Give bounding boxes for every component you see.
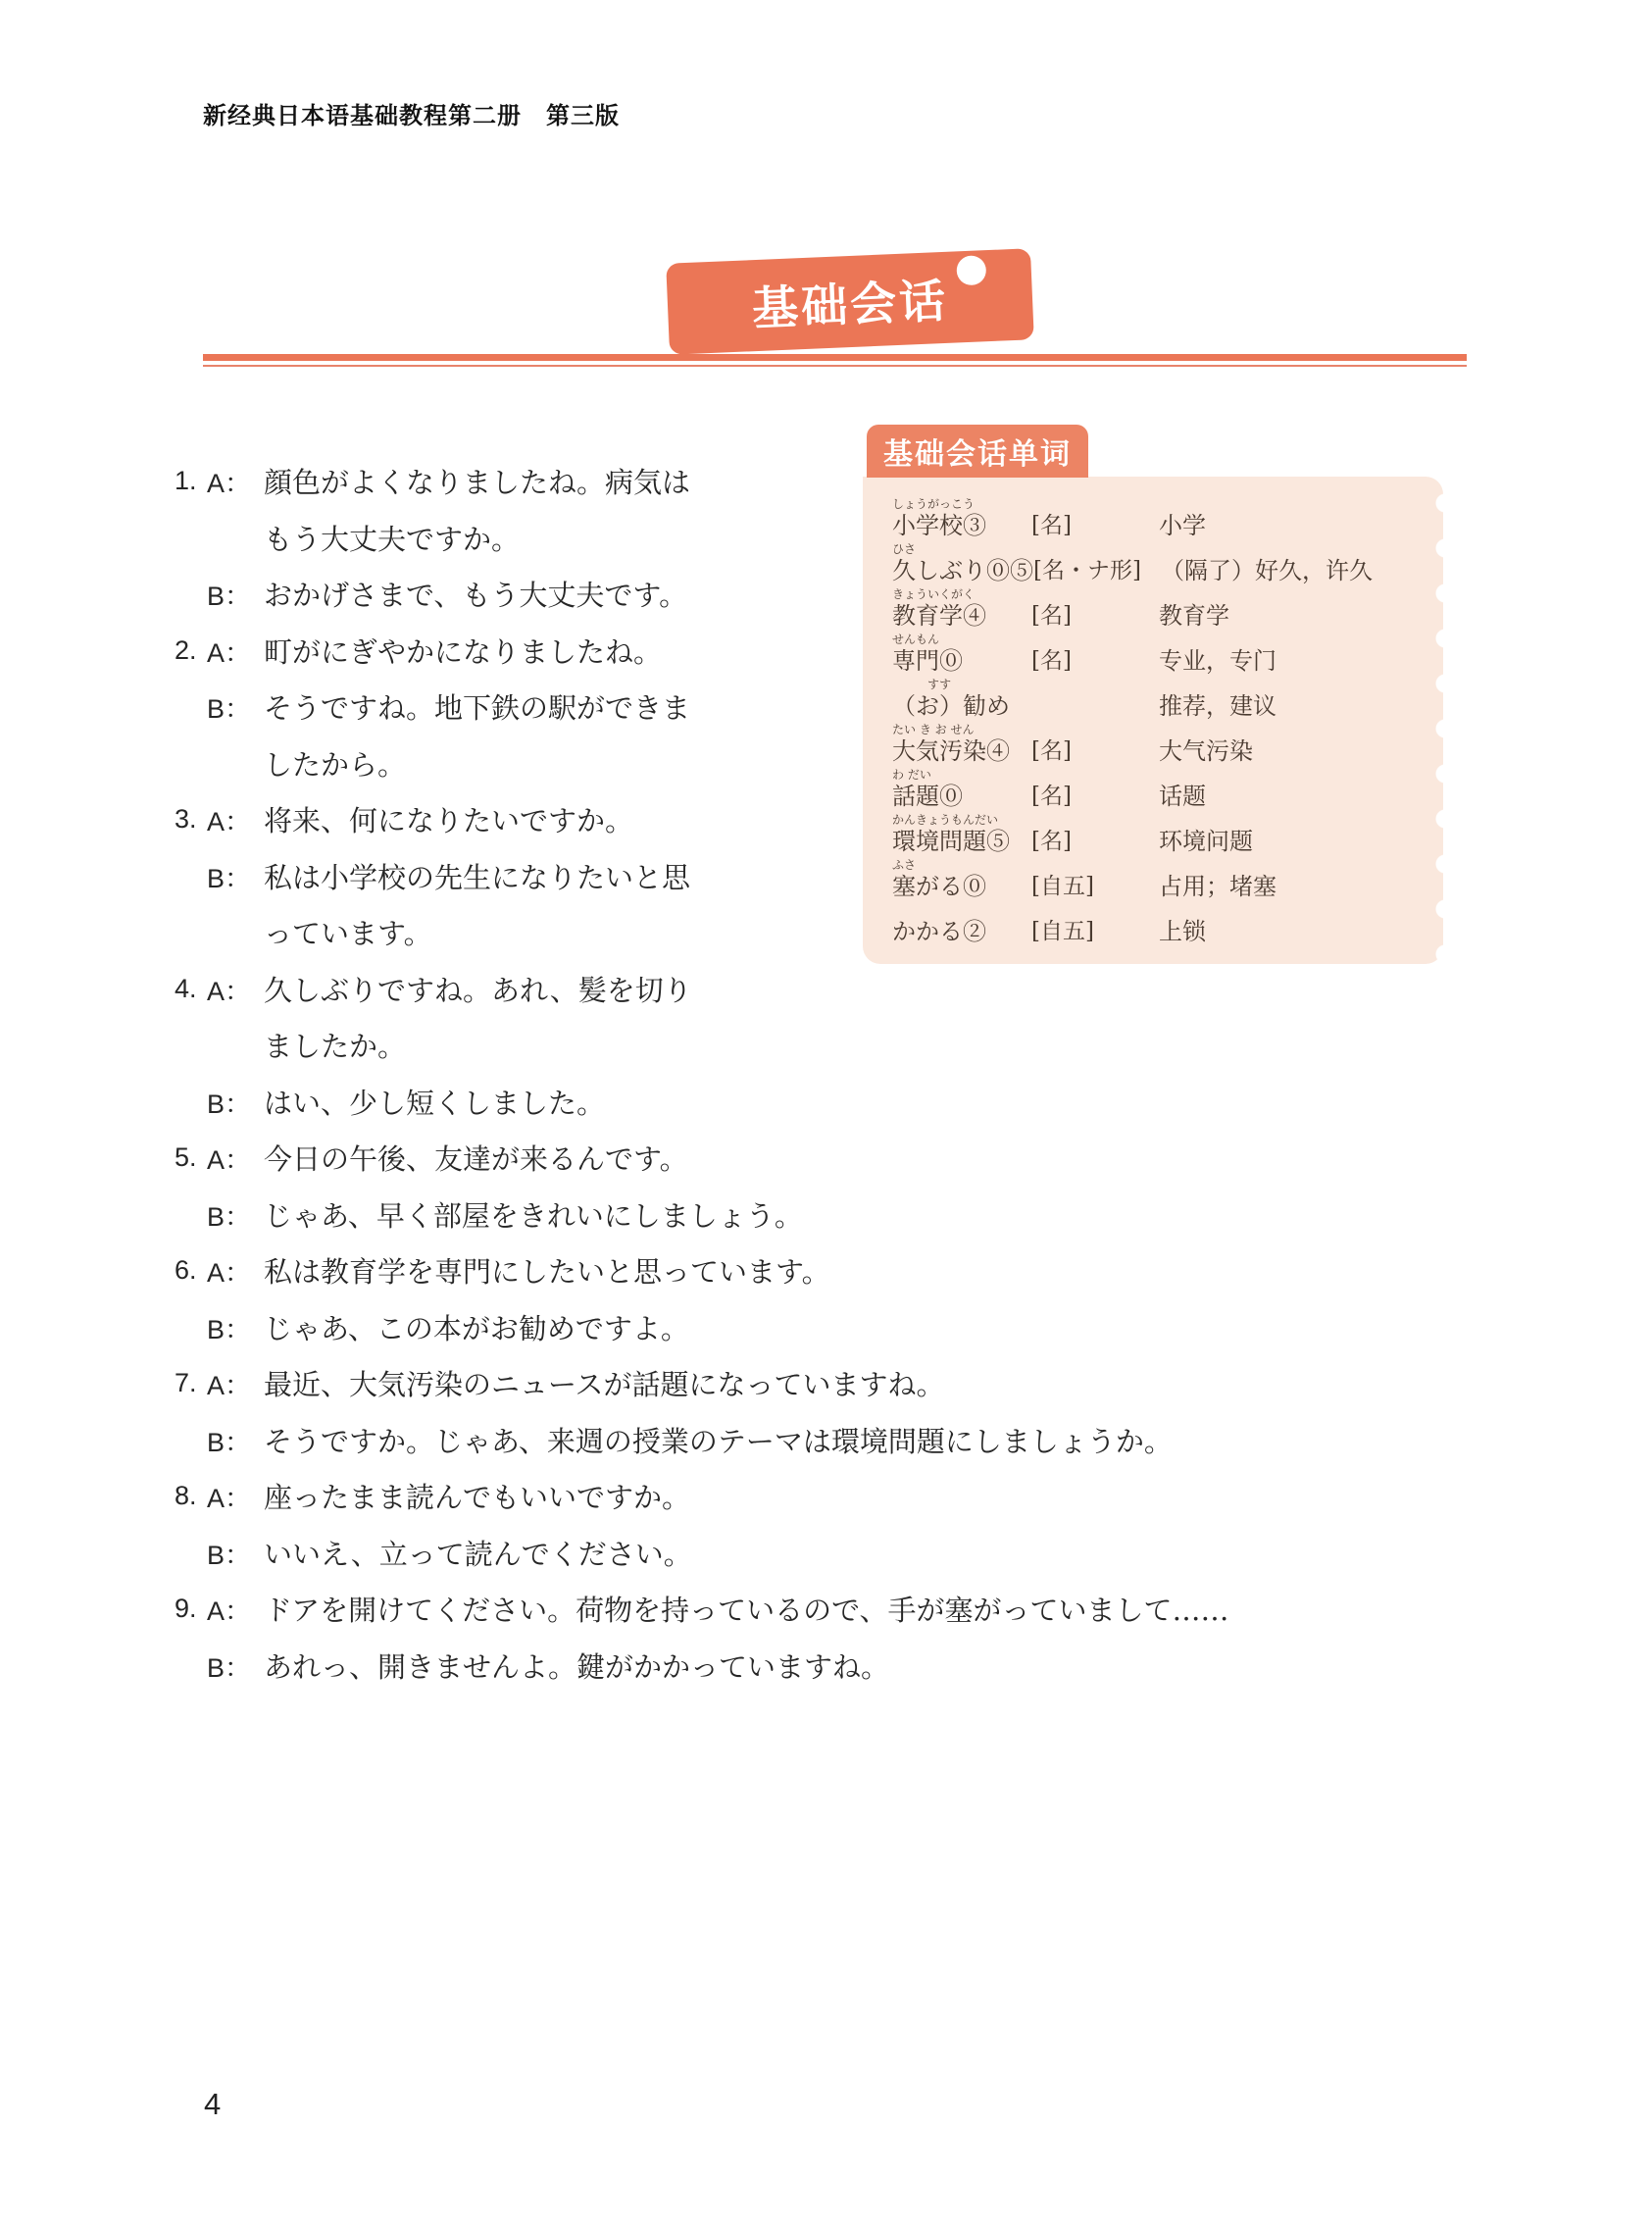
dialogue-text: 将来、何になりたいですか。 — [264, 804, 634, 838]
vocab-word-cell — [892, 858, 1031, 902]
vocab-furigana: ひさ — [892, 542, 917, 556]
dialogue-speaker-label: B： — [207, 1540, 252, 1570]
vocab-word-cell — [892, 497, 1031, 541]
dialogue-speaker-label: B： — [207, 863, 252, 893]
vocab-part-of-speech: [名] — [1031, 603, 1072, 629]
dialogue-speaker-label: A： — [207, 807, 252, 837]
vocab-box-header — [867, 425, 1088, 478]
vocab-meaning: 大气污染 — [1159, 737, 1253, 765]
dialogue-text: ましたか。 — [264, 1030, 407, 1064]
vocab-word-cell — [892, 723, 1031, 767]
dialogue-text: 私は小学校の先生になりたいと思 — [264, 860, 691, 894]
vocab-row — [892, 632, 1404, 677]
page-number: 4 — [204, 2087, 222, 2121]
vocab-word: 専門⓪ — [892, 647, 963, 675]
vocab-furigana: わ だい — [892, 768, 931, 782]
dialogue-text: はい、少し短くしました。 — [264, 1086, 606, 1120]
divider-thick-line — [203, 354, 1467, 361]
dialogue-text: おかげさまで、もう大丈夫です。 — [264, 579, 688, 613]
dialogue-text: 顔色がよくなりましたね。病気は — [264, 466, 691, 500]
dialogue-number: 8. — [175, 1481, 197, 1511]
vocab-meaning: 占用；堵塞 — [1159, 873, 1277, 900]
dialogue-line — [175, 1017, 1229, 1074]
vocab-row — [892, 586, 1404, 632]
vocab-furigana: しょうがっこう — [892, 497, 976, 511]
dialogue-number: 6. — [175, 1255, 197, 1286]
dialogue-speaker-label: A： — [207, 637, 252, 668]
dialogue-text: もう大丈夫ですか。 — [264, 522, 521, 556]
vocab-meaning: 推荐，建议 — [1159, 692, 1277, 720]
dialogue-line — [175, 1581, 1229, 1638]
dialogue-line — [175, 1525, 1229, 1582]
vocab-word-cell — [892, 633, 1031, 677]
dialogue-text: じゃあ、早く部屋をきれいにしましょう。 — [264, 1198, 803, 1233]
dialogue-line — [175, 1468, 1229, 1525]
dialogue-text: 私は教育学を専門にしたいと思っています。 — [264, 1255, 830, 1290]
vocab-word-cell — [892, 542, 1033, 586]
vocab-word: 塞がる⓪ — [892, 873, 986, 900]
dialogue-text: 座ったまま読んでもいいですか。 — [264, 1481, 691, 1515]
dialogue-line — [175, 1638, 1229, 1695]
vocab-furigana: たい き お せん — [892, 723, 975, 736]
vocab-meaning: 教育学 — [1159, 602, 1229, 630]
dialogue-speaker-label: A： — [207, 1596, 252, 1627]
dialogue-number: 1. — [175, 466, 197, 496]
dialogue-line — [175, 1299, 1229, 1356]
vocab-row — [892, 812, 1404, 857]
vocab-meaning: 环境问题 — [1159, 828, 1253, 855]
dialogue-number: 5. — [175, 1142, 197, 1173]
dialogue-speaker-label: A： — [207, 469, 252, 499]
dialogue-speaker-label: B： — [207, 1652, 252, 1683]
banner-dot-decoration — [956, 255, 986, 285]
vocab-row — [892, 857, 1404, 902]
dialogue-text: ドアを開けてください。荷物を持っているので、手が塞がっていまして…… — [264, 1594, 1229, 1628]
vocab-meaning: （隔了）好久，许久 — [1161, 557, 1373, 584]
vocab-word: 教育学④ — [892, 602, 986, 630]
dialogue-text: そうですね。地下鉄の駅ができま — [264, 691, 691, 726]
vocab-part-of-speech: [名] — [1031, 648, 1072, 674]
dialogue-speaker-label: A： — [207, 1371, 252, 1401]
vocab-meaning: 小学 — [1159, 512, 1206, 539]
dialogue-speaker-label: B： — [207, 1201, 252, 1232]
dialogue-speaker-label: A： — [207, 976, 252, 1006]
dialogue-number: 2. — [175, 634, 197, 665]
vocab-word-cell — [892, 768, 1031, 812]
dialogue-speaker-label: B： — [207, 1427, 252, 1457]
vocab-part-of-speech: [自五] — [1031, 874, 1094, 899]
section-title: 基础会话 — [751, 274, 950, 335]
vocab-furigana: きょういくがく — [892, 587, 976, 601]
vocab-furigana: すす — [892, 678, 952, 691]
vocab-furigana: ふさ — [892, 858, 917, 872]
divider-thin-line — [203, 365, 1467, 367]
section-banner — [666, 248, 1034, 354]
vocab-word: 久しぶり⓪⑤ — [892, 557, 1033, 584]
dialogue-text: 最近、大気汚染のニュースが話題になっていますね。 — [264, 1368, 945, 1402]
vocab-word-cell — [892, 678, 1031, 722]
dialogue-speaker-label: B： — [207, 1314, 252, 1344]
dialogue-line — [175, 961, 1229, 1018]
dialogue-text: じゃあ、この本がお勧めですよ。 — [264, 1311, 689, 1345]
dialogue-line — [175, 1242, 1229, 1299]
dialogue-number: 3. — [175, 804, 197, 835]
vocab-entry-list — [892, 496, 1404, 947]
dialogue-number: 4. — [175, 973, 197, 1003]
dialogue-line — [175, 1355, 1229, 1412]
vocab-word-cell — [892, 903, 1031, 947]
vocab-part-of-speech: [名] — [1031, 784, 1072, 809]
dialogue-speaker-label: B： — [207, 1089, 252, 1119]
dialogue-line — [175, 1412, 1229, 1469]
vocab-word-cell — [892, 587, 1031, 632]
vocab-row — [892, 902, 1404, 947]
dialogue-text: 町がにぎやかになりましたね。 — [264, 634, 663, 669]
vocab-word: かかる② — [892, 918, 986, 945]
dialogue-line — [175, 1074, 1229, 1131]
dialogue-line — [175, 1187, 1229, 1243]
vocab-word: 大気汚染④ — [892, 737, 1010, 765]
vocab-meaning: 话题 — [1159, 783, 1206, 810]
vocab-meaning: 上锁 — [1159, 918, 1206, 945]
dialogue-speaker-label: B： — [207, 582, 252, 612]
dialogue-text: 久しぶりですね。あれ、髪を切り — [264, 973, 692, 1007]
vocab-box — [863, 477, 1443, 964]
dialogue-text: あれっ、開きませんよ。鍵がかかっていますね。 — [264, 1649, 890, 1684]
dialogue-number: 7. — [175, 1368, 197, 1398]
dialogue-speaker-label: A： — [207, 1145, 252, 1176]
vocab-part-of-speech: [名・ナ形] — [1033, 558, 1141, 583]
vocab-word: 環境問題⑤ — [892, 828, 1010, 855]
dialogue-speaker-label: A： — [207, 1484, 252, 1514]
vocab-meaning: 专业，专门 — [1159, 647, 1277, 675]
vocab-row — [892, 722, 1404, 767]
dialogue-speaker-label: B： — [207, 694, 252, 725]
vocab-part-of-speech: [自五] — [1031, 919, 1094, 944]
vocab-furigana: せんもん — [892, 633, 940, 646]
dialogue-line — [175, 1130, 1229, 1187]
vocab-word: 話題⓪ — [892, 783, 963, 810]
dialogue-speaker-label: A： — [207, 1258, 252, 1289]
vocab-row — [892, 767, 1404, 812]
dialogue-text: いいえ、立って読んでください。 — [264, 1537, 692, 1571]
book-title: 新经典日本语基础教程第二册 第三版 — [203, 103, 620, 129]
vocab-row — [892, 541, 1404, 586]
vocab-row — [892, 496, 1404, 541]
vocab-part-of-speech: [名] — [1031, 513, 1072, 538]
dialogue-number: 9. — [175, 1594, 197, 1624]
vocab-part-of-speech: [名] — [1031, 738, 1072, 764]
vocab-word-cell — [892, 813, 1031, 857]
vocab-row — [892, 677, 1404, 722]
vocab-word: （お）勧め — [892, 692, 1010, 720]
vocab-furigana: かんきょうもんだい — [892, 813, 999, 827]
vocab-furigana — [892, 903, 1031, 917]
dialogue-text: そうですか。じゃあ、来週の授業のテーマは環境問題にしましょうか。 — [264, 1424, 1173, 1458]
dialogue-text: したから。 — [264, 747, 407, 782]
dialogue-text: 今日の午後、友達が来るんです。 — [264, 1142, 688, 1177]
vocab-box-title: 基础会话单词 — [883, 438, 1072, 471]
dialogue-text: っています。 — [264, 917, 432, 951]
vocab-part-of-speech: [名] — [1031, 829, 1072, 854]
vocab-word: 小学校③ — [892, 512, 986, 539]
